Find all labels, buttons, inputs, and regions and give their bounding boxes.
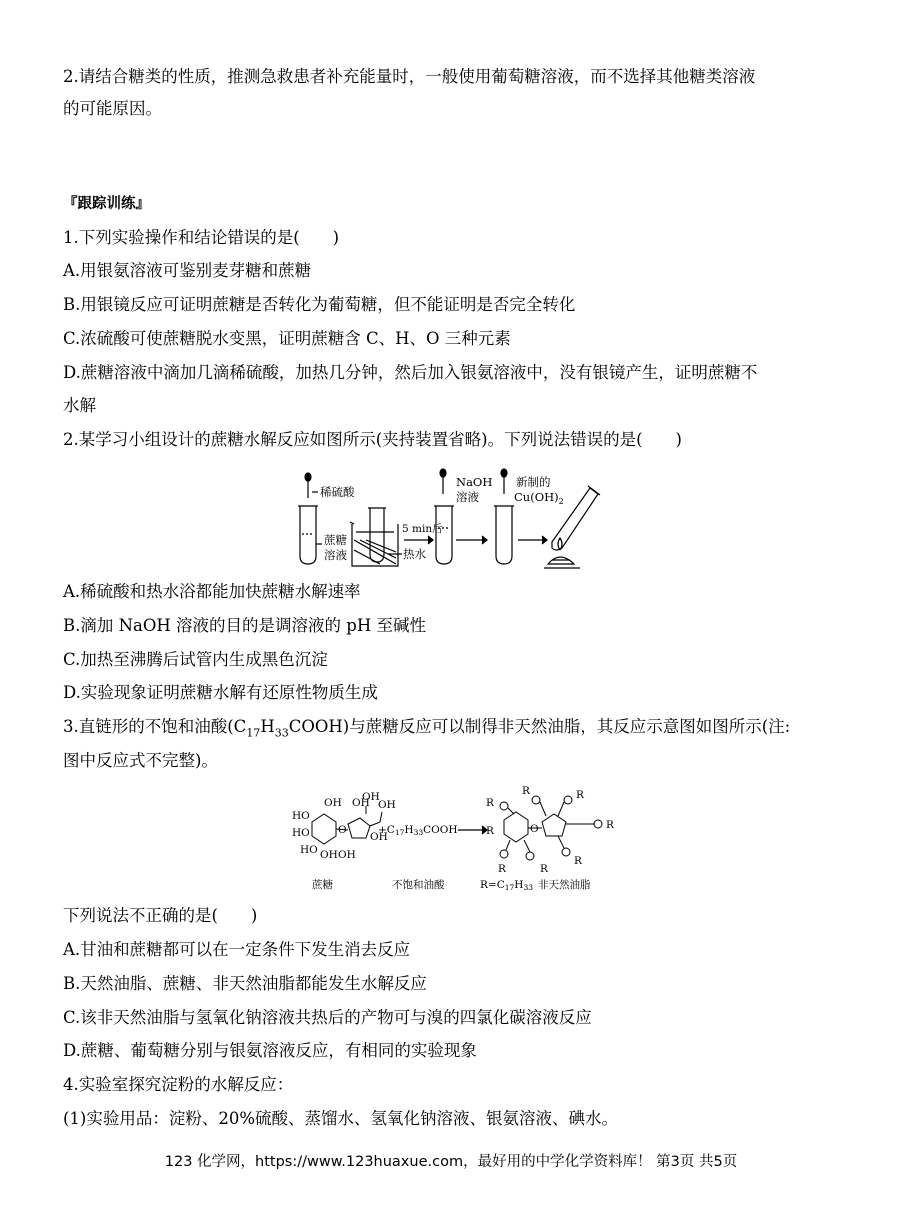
q1-option-c: C.浓硫酸可使蔗糖脱水变黑，证明蔗糖含 C、H、O 三种元素 [63, 329, 511, 348]
q4-stem: 4.实验室探究淀粉的水解反应： [63, 1075, 294, 1094]
q4-item-1: (1)实验用品：淀粉、20%硫酸、蒸馏水、氢氧化钠溶液、银氨溶液、碘水。 [63, 1109, 619, 1128]
svg-text:OH: OH [378, 799, 396, 811]
svg-text:HO: HO [300, 844, 318, 856]
label-dilute-acid: 稀硫酸 [320, 485, 355, 499]
sucrose-hydrolysis-apparatus-figure [290, 464, 620, 576]
svg-text:OH: OH [320, 849, 338, 861]
intro-question-line2: 的可能原因。 [63, 99, 162, 118]
svg-text:R: R [486, 825, 494, 837]
label-sucrose-2: 溶液 [324, 548, 347, 562]
test-tube-icon-2 [434, 506, 454, 564]
svg-text:HO: HO [292, 810, 310, 822]
oil-synthesis-reaction-figure [290, 784, 620, 896]
alcohol-burner-icon [544, 538, 580, 568]
q1-option-b: B.用银镜反应可证明蔗糖是否转化为葡萄糖，但不能证明是否完全转化 [63, 295, 576, 314]
label-fresh-2: $Cu(OH)_2$ [514, 490, 564, 506]
label-sucrose: 蔗糖 [312, 879, 333, 891]
q1-option-d-line1: D.蔗糖溶液中滴加几滴稀硫酸，加热几分钟，然后加入银氨溶液中，没有银镜产生，证明蔗糖不 [63, 363, 758, 382]
beaker-icon [350, 508, 398, 566]
q1-option-d-line2: 水解 [63, 396, 96, 415]
label-hot-water: 热水 [403, 547, 426, 561]
svg-text:R: R [522, 785, 530, 797]
test-tube-icon-1 [298, 506, 318, 564]
dropper-icon-1 [305, 473, 311, 498]
page-footer: 123 化学网，https://www.123huaxue.com，最好用的中学化学资料库！ 第3页 共5页 [164, 1154, 738, 1170]
product-oil-structure-icon [500, 796, 602, 860]
q2-option-c: C.加热至沸腾后试管内生成黑色沉淀 [63, 650, 328, 669]
q1-option-a: A.用银氨溶液可鉴别麦芽糖和蔗糖 [63, 261, 312, 280]
section-title: 『跟踪训练』 [63, 195, 150, 212]
q3-stem-line1: 3.直链形的不饱和油酸$(C_{17}H_{33}COOH)$与蔗糖反应可以制得非天然油脂，其反应示意图如图所示(注: [63, 717, 791, 740]
label-r-group: R=C17H33 [480, 879, 534, 892]
q2-option-a: A.稀硫酸和热水浴都能加快蔗糖水解速率 [63, 582, 361, 601]
intro-question-line1: 2.请结合糖类的性质，推测急救患者补充能量时，一般使用葡萄糖溶液，而不选择其他糖类溶液 [63, 67, 756, 86]
label-non-natural-oil: 非天然油脂 [538, 879, 591, 891]
svg-text:OH: OH [338, 849, 356, 861]
q1-stem: 1.下列实验操作和结论错误的是( ) [63, 228, 340, 247]
label-unsaturated-oleic-acid: 不饱和油酸 [392, 879, 445, 891]
label-fresh-1: 新制的 [516, 475, 551, 489]
q3-option-c: C.该非天然油脂与氢氧化钠溶液共热后的产物可与溴的四氯化碳溶液反应 [63, 1008, 592, 1027]
svg-text:R: R [540, 863, 548, 875]
svg-text:O: O [338, 824, 347, 836]
svg-text:R: R [486, 797, 494, 809]
q3-option-b: B.天然油脂、蔗糖、非天然油脂都能发生水解反应 [63, 974, 427, 993]
reagent-oleic-acid: +C17H33COOH [378, 824, 458, 837]
q3-prompt: 下列说法不正确的是( ) [63, 906, 258, 925]
dropper-icon-3 [501, 469, 507, 494]
q3-option-a: A.甘油和蔗糖都可以在一定条件下发生消去反应 [63, 940, 411, 959]
label-sucrose-1: 蔗糖 [324, 533, 347, 547]
q2-option-d: D.实验现象证明蔗糖水解有还原性物质生成 [63, 683, 378, 702]
dropper-icon-2 [440, 469, 446, 494]
q2-stem: 2.某学习小组设计的蔗糖水解反应如图所示(夹持装置省略)。下列说法错误的是( ) [63, 430, 682, 449]
test-tube-icon-3 [494, 506, 514, 564]
svg-text:OH: OH [362, 791, 380, 803]
svg-text:R: R [606, 819, 614, 831]
svg-text:HO: HO [292, 827, 310, 839]
q2-option-b: B.滴加 NaOH 溶液的目的是调溶液的 pH 至碱性 [63, 616, 426, 635]
label-naoh-2: 溶液 [456, 490, 479, 504]
q3-option-d: D.蔗糖、葡萄糖分别与银氨溶液反应，有相同的实验现象 [63, 1041, 477, 1060]
svg-text:OH: OH [324, 797, 342, 809]
svg-text:OH: OH [352, 797, 370, 809]
q3-stem-line2: 图中反应式不完整)。 [63, 751, 218, 770]
svg-text:R: R [498, 863, 506, 875]
label-after-time: 5 min后 [402, 523, 443, 535]
svg-text:O: O [530, 823, 539, 835]
label-naoh-1: NaOH [456, 475, 493, 489]
svg-text:R: R [574, 855, 582, 867]
svg-text:OH: OH [370, 831, 388, 843]
svg-text:R: R [576, 789, 584, 801]
